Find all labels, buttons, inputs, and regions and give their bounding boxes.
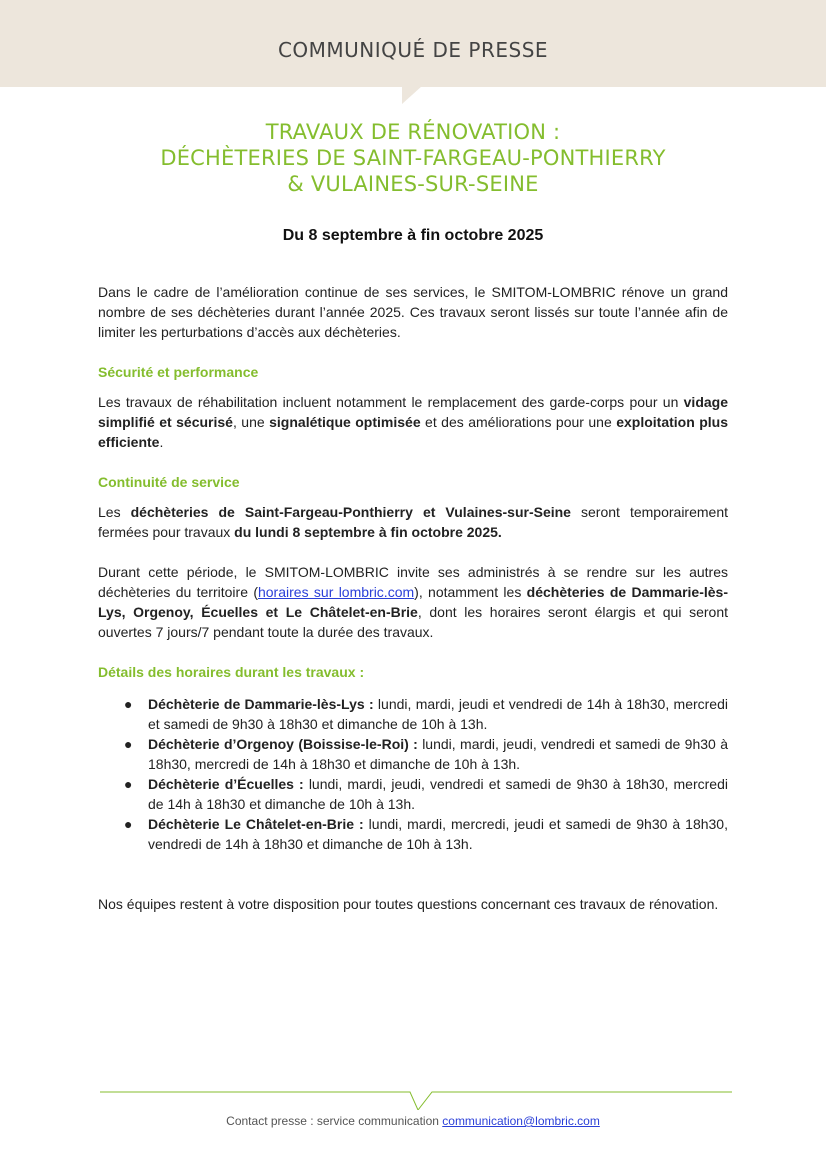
section-heading-security: Sécurité et performance	[98, 364, 259, 380]
date-subtitle: Du 8 septembre à fin octobre 2025	[282, 227, 544, 244]
closing-paragraph: Nos équipes restent à votre disposition pour toutes questions concernant ces travaux de rénovation.	[98, 896, 719, 912]
list-item	[124, 694, 728, 734]
alternatives-paragraph	[98, 562, 728, 642]
section-heading-schedule: Détails des horaires durant les travaux :	[98, 664, 365, 680]
list-item	[124, 814, 728, 854]
text-run: lundi, mardi, mercredi, jeudi et samedi de 9h30 à 18h30, vendredi de 14h à 18h30 et dimanche de 10h à 13h.	[148, 816, 728, 852]
text-run: Les	[98, 504, 131, 520]
main-title	[0, 119, 826, 197]
bold-run: signalétique optimisée	[269, 414, 421, 430]
document-body	[98, 282, 728, 914]
text-run: Les travaux de réhabilitation incluent notamment le remplacement des garde-corps pour un	[98, 394, 684, 410]
text-run: lundi, mardi, jeudi, vendredi et samedi de 9h30 à 18h30, mercredi de 14h à 18h30 et dimanche de 10h à 13h.	[148, 736, 728, 772]
security-paragraph	[98, 392, 728, 452]
header-notch	[402, 86, 422, 104]
text-run: .	[159, 434, 164, 450]
main-title-line-1: TRAVAUX DE RÉNOVATION :	[265, 120, 561, 144]
text-run: et des améliorations pour une	[420, 414, 617, 430]
bold-run: du lundi 8 septembre à fin octobre 2025.	[234, 524, 502, 540]
schedule-link[interactable]: horaires sur lombric.com	[257, 584, 415, 600]
main-title-line-3: & VULAINES-SUR-SEINE	[287, 172, 539, 196]
section-heading-continuity: Continuité de service	[98, 474, 240, 490]
contact-email-link[interactable]: communication@lombric.com	[442, 1114, 600, 1128]
bold-run: Déchèterie de Dammarie-lès-Lys :	[148, 696, 374, 712]
bullet-icon: ●	[124, 816, 133, 832]
text-run: , une	[232, 414, 270, 430]
list-item	[124, 734, 728, 774]
text-run: lundi, mardi, jeudi et vendredi de 14h à 18h30, mercredi et samedi de 9h30 à 18h30 et dimanche de 10h à 13h.	[148, 696, 728, 732]
press-release-label: COMMUNIQUÉ DE PRESSE	[277, 38, 549, 62]
contact-label: Contact presse : service communication	[226, 1114, 443, 1128]
main-title-line-2: DÉCHÈTERIES DE SAINT-FARGEAU-PONTHIERRY	[160, 146, 666, 170]
text-run: seront temporairement fermées pour travaux	[98, 504, 729, 540]
bold-run: Déchèterie d’Écuelles :	[148, 776, 304, 792]
text-run: lundi, mardi, jeudi, vendredi et samedi de 9h30 à 18h30, mercredi de 14h à 18h30 et dimanche de 10h à 13h.	[148, 776, 728, 812]
bold-run: déchèteries de Dammarie-lès-Lys, Orgenoy, Écuelles et Le Châtelet-en-Brie	[98, 584, 728, 620]
bold-run: Déchèterie d’Orgenoy (Boissise-le-Roi) :	[148, 736, 418, 752]
bold-run: exploitation plus efficiente	[98, 414, 728, 450]
bold-run: Déchèterie Le Châtelet-en-Brie :	[148, 816, 364, 832]
list-item	[124, 774, 728, 814]
text-run: Durant cette période, le SMITOM-LOMBRIC invite ses administrés à se rendre sur les autres déchèteries du territoire (	[98, 564, 728, 600]
bold-run: déchèteries de Saint-Fargeau-Ponthierry et Vulaines-sur-Seine	[130, 504, 571, 520]
bullet-icon: ●	[124, 736, 133, 752]
closure-paragraph	[98, 502, 728, 542]
text-run: , dont les horaires seront élargis et qui seront ouvertes 7 jours/7 pendant toute la durée des travaux.	[98, 604, 728, 640]
schedule-list	[98, 694, 728, 854]
bullet-icon: ●	[124, 776, 133, 792]
text-run: ), notamment les	[414, 584, 527, 600]
bold-run: vidage simplifié et sécurisé	[98, 394, 728, 430]
bullet-icon: ●	[124, 696, 133, 712]
footer-divider	[100, 1080, 732, 1110]
press-contact	[0, 1114, 826, 1128]
intro-paragraph: Dans le cadre de l’amélioration continue de ses services, le SMITOM-LOMBRIC rénove un grand nombre de ses déchèteries durant l’année 2025. Ces travaux seront lissés sur toute l’année afin de limiter les perturbations d’accès aux déchèteries.	[98, 284, 728, 340]
